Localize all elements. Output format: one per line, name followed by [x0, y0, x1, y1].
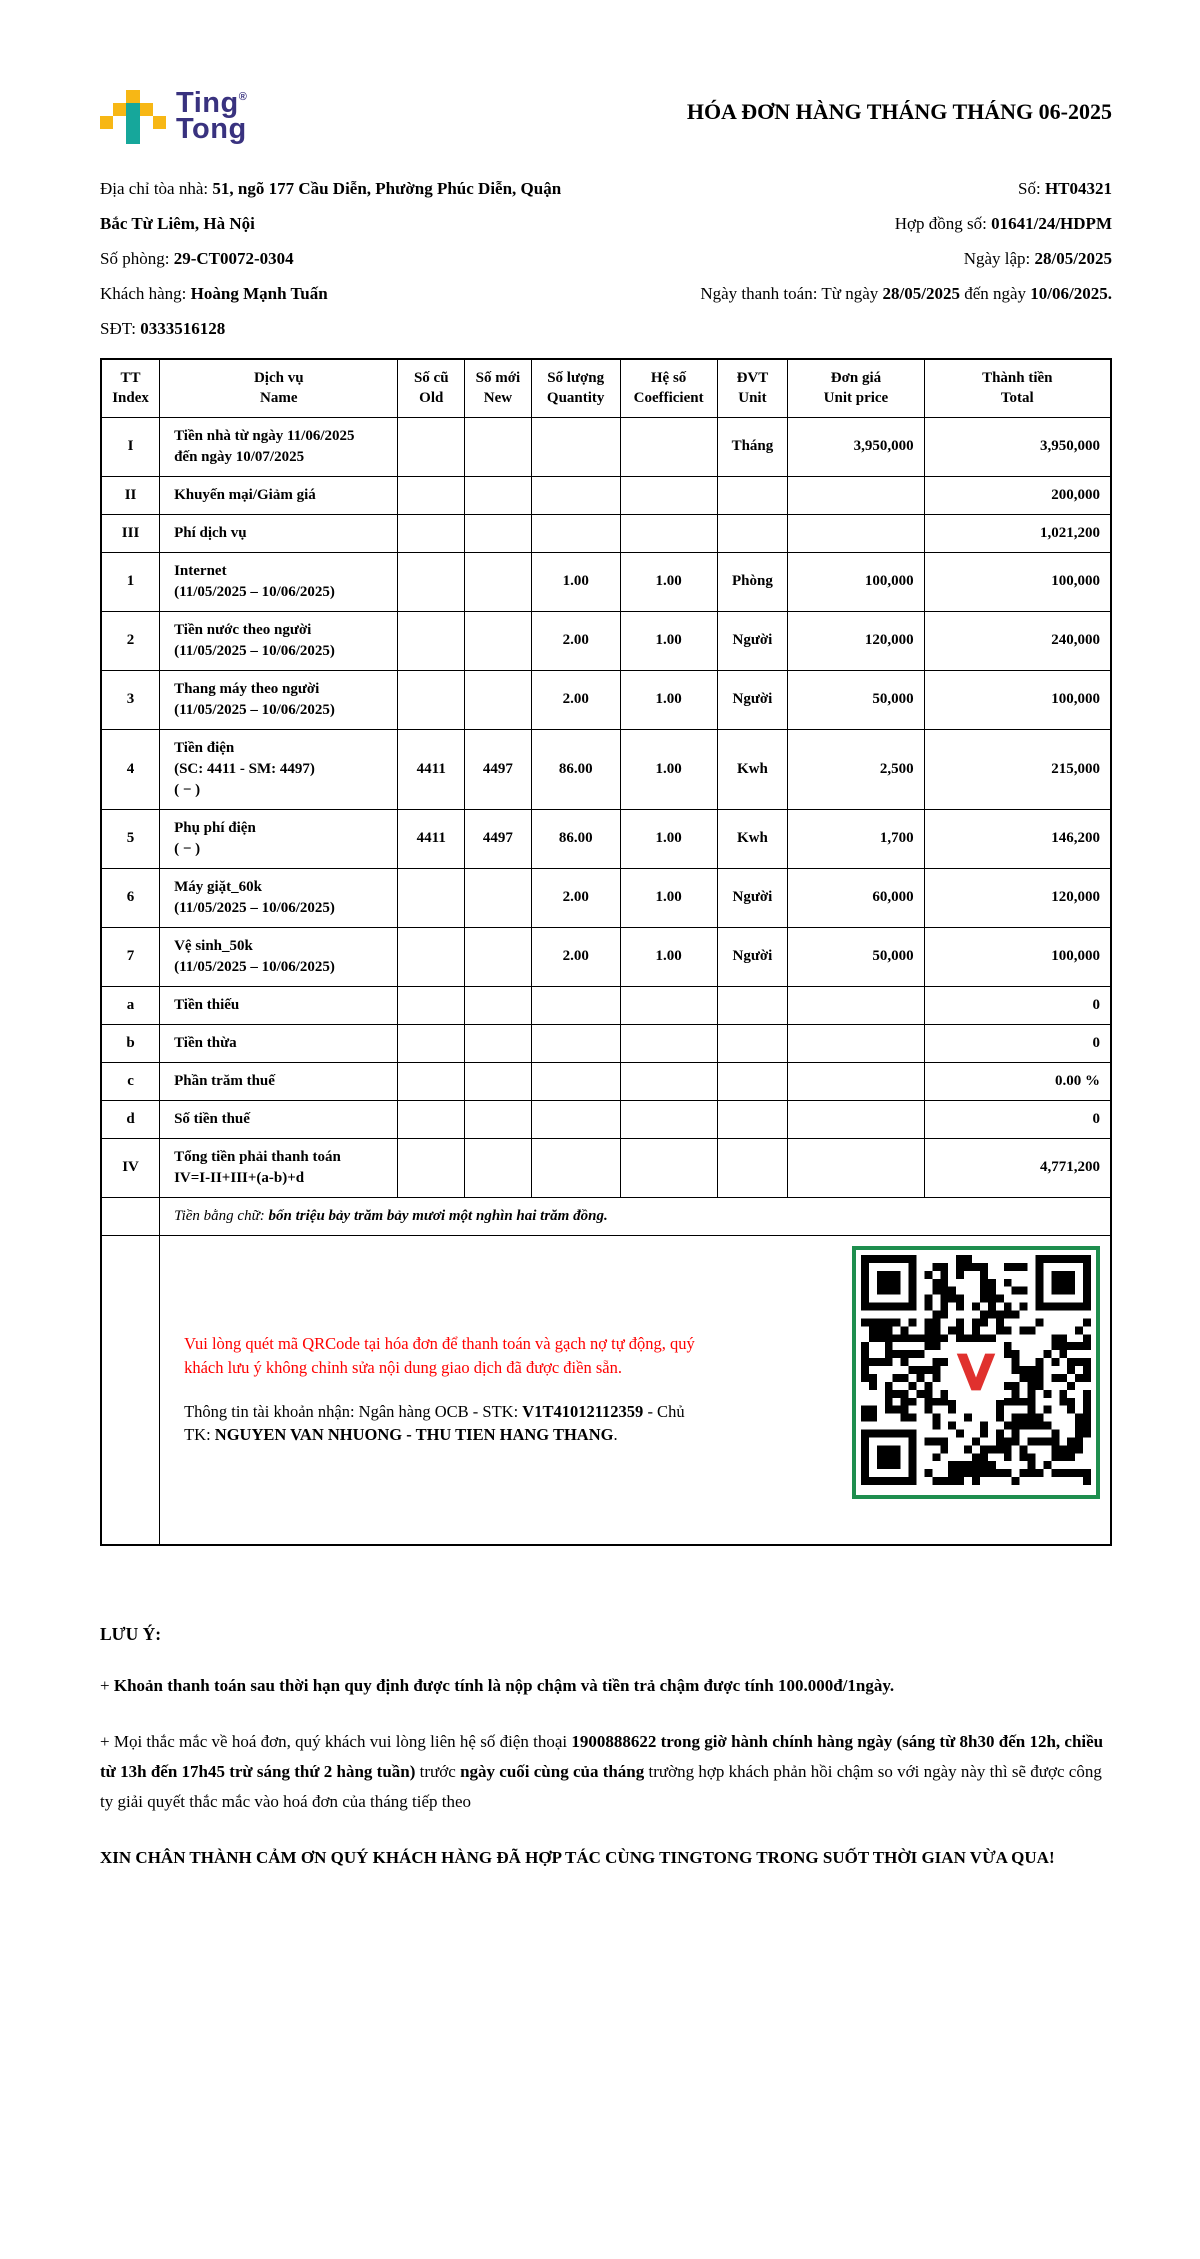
cell-coef — [620, 514, 717, 552]
cell-old — [398, 552, 465, 611]
column-header: Đơn giá Unit price — [788, 359, 924, 417]
cell-unit: Phòng — [717, 552, 788, 611]
table-row — [101, 1100, 1111, 1138]
cell-old — [398, 476, 465, 514]
cell-index: III — [101, 514, 160, 552]
cell-name: Tiền nhà từ ngày 11/06/2025 đến ngày 10/07/2025 — [160, 417, 398, 476]
cell-index: 1 — [101, 552, 160, 611]
cell-coef: 1.00 — [620, 809, 717, 868]
info-row — [100, 241, 1112, 276]
info-row — [100, 276, 1112, 311]
info-left-text: Địa chỉ tòa nhà: 51, ngõ 177 Cầu Diễn, Phường Phúc Diễn, Quận — [100, 179, 562, 198]
cell-old — [398, 1062, 465, 1100]
cell-coef: 1.00 — [620, 670, 717, 729]
cell-unit — [717, 1024, 788, 1062]
cell-total: 146,200 — [924, 809, 1111, 868]
cell-new — [465, 611, 532, 670]
cell-name: Thang máy theo người (11/05/2025 – 10/06/2025) — [160, 670, 398, 729]
tingtong-logo — [100, 87, 248, 145]
cell-new — [465, 986, 532, 1024]
cell-index: 5 — [101, 809, 160, 868]
column-header: Thành tiền Total — [924, 359, 1111, 417]
info-left-text: SĐT: 0333516128 — [100, 319, 226, 338]
invoice-table-body — [101, 417, 1111, 1197]
cell-index: 3 — [101, 670, 160, 729]
cell-new — [465, 1100, 532, 1138]
cell-new — [465, 514, 532, 552]
cell-name: Vệ sinh_50k (11/05/2025 – 10/06/2025) — [160, 927, 398, 986]
cell-unit — [717, 1062, 788, 1100]
cell-new — [465, 1062, 532, 1100]
cell-old — [398, 514, 465, 552]
cell-total: 0 — [924, 1100, 1111, 1138]
qr-center-logo-icon — [948, 1344, 1004, 1400]
table-row — [101, 729, 1111, 809]
cell-total: 240,000 — [924, 611, 1111, 670]
info-section — [100, 171, 1112, 346]
cell-qty: 2.00 — [531, 611, 620, 670]
cell-qty — [531, 476, 620, 514]
qr-row — [101, 1235, 1111, 1545]
cell-total: 4,771,200 — [924, 1138, 1111, 1197]
qr-code — [852, 1246, 1100, 1499]
cell-qty: 86.00 — [531, 809, 620, 868]
cell-old: 4411 — [398, 729, 465, 809]
cell-qty — [531, 1100, 620, 1138]
cell-name: Phụ phí điện ( − ) — [160, 809, 398, 868]
cell-coef — [620, 476, 717, 514]
cell-index: a — [101, 986, 160, 1024]
cell-coef: 1.00 — [620, 729, 717, 809]
table-row — [101, 1024, 1111, 1062]
cell-new — [465, 1024, 532, 1062]
cell-coef — [620, 1024, 717, 1062]
cell-name: Phần trăm thuế — [160, 1062, 398, 1100]
cell-price: 50,000 — [788, 670, 924, 729]
column-header: Số cũ Old — [398, 359, 465, 417]
qr-section — [160, 1235, 1111, 1545]
cell-price — [788, 476, 924, 514]
cell-qty: 1.00 — [531, 552, 620, 611]
amount-in-words: Tiền bằng chữ: bốn triệu bảy trăm bảy mươi một nghìn hai trăm đồng. — [160, 1197, 1111, 1235]
cell-total: 200,000 — [924, 476, 1111, 514]
cell-name: Phí dịch vụ — [160, 514, 398, 552]
cell-unit: Kwh — [717, 729, 788, 809]
cell-name: Tiền nước theo người (11/05/2025 – 10/06/2025) — [160, 611, 398, 670]
cell-name: Internet (11/05/2025 – 10/06/2025) — [160, 552, 398, 611]
cell-coef: 1.00 — [620, 552, 717, 611]
note-paragraph: + Khoản thanh toán sau thời hạn quy định được tính là nộp chậm và tiền trả chậm được tính 100.000đ/1ngày. — [100, 1675, 895, 1695]
account-info-text: Thông tin tài khoản nhận: Ngân hàng OCB - STK: V1T41012112359 - Chủ TK: NGUYEN VAN NHUONG - THU TIEN HANG THANG. — [184, 1401, 685, 1445]
cell-unit: Kwh — [717, 809, 788, 868]
cell-qty — [531, 986, 620, 1024]
cell-price: 100,000 — [788, 552, 924, 611]
cell-unit — [717, 514, 788, 552]
cell-unit — [717, 1100, 788, 1138]
info-right-text: Ngày lập: 28/05/2025 — [963, 249, 1112, 268]
cell-new: 4497 — [465, 809, 532, 868]
cell-total: 0 — [924, 986, 1111, 1024]
cell-old — [398, 927, 465, 986]
cell-total: 3,950,000 — [924, 417, 1111, 476]
cell-price: 50,000 — [788, 927, 924, 986]
cell-unit: Người — [717, 927, 788, 986]
cell-index: b — [101, 1024, 160, 1062]
info-left-text: Số phòng: 29-CT0072-0304 — [100, 249, 294, 268]
cell-price: 2,500 — [788, 729, 924, 809]
cell-qty — [531, 514, 620, 552]
cell-new — [465, 868, 532, 927]
cell-index: 7 — [101, 927, 160, 986]
cell-coef — [620, 1138, 717, 1197]
cell-name: Khuyến mại/Giảm giá — [160, 476, 398, 514]
notes-section — [100, 1624, 1112, 1873]
cell-unit: Tháng — [717, 417, 788, 476]
cell-index: IV — [101, 1138, 160, 1197]
wordmark-top: Ting — [176, 87, 239, 119]
cell-price — [788, 1138, 924, 1197]
cell-coef — [620, 986, 717, 1024]
cell-new — [465, 927, 532, 986]
cell-new: 4497 — [465, 729, 532, 809]
document-title: HÓA ĐƠN HÀNG THÁNG THÁNG 06-2025 — [686, 99, 1112, 124]
table-row — [101, 868, 1111, 927]
invoice-table — [100, 358, 1112, 1546]
cell-total: 1,021,200 — [924, 514, 1111, 552]
cell-name: Tổng tiền phải thanh toán IV=I-II+III+(a-b)+d — [160, 1138, 398, 1197]
cell-new — [465, 670, 532, 729]
cell-price — [788, 986, 924, 1024]
cell-index: d — [101, 1100, 160, 1138]
registered-mark: ® — [238, 91, 248, 103]
cell-old — [398, 1024, 465, 1062]
info-right-text: Số: HT04321 — [1018, 179, 1112, 198]
table-row — [101, 1138, 1111, 1197]
wordmark-bottom: Tong — [176, 113, 247, 145]
table-row — [101, 476, 1111, 514]
cell-new — [465, 417, 532, 476]
invoice-table-header-row — [101, 359, 1111, 417]
table-row — [101, 986, 1111, 1024]
cell-old: 4411 — [398, 809, 465, 868]
cell-unit: Người — [717, 868, 788, 927]
cell-old — [398, 868, 465, 927]
info-left-text: Khách hàng: Hoàng Mạnh Tuấn — [100, 284, 328, 303]
column-header: Số lượng Quantity — [531, 359, 620, 417]
cell-price — [788, 1024, 924, 1062]
cell-coef — [620, 1100, 717, 1138]
cell-index: c — [101, 1062, 160, 1100]
qr-note-text: Vui lòng quét mã QRCode tại hóa đơn để thanh toán và gạch nợ tự động, quý khách lưu ý không chỉnh sửa nội dung giao dịch đã được điền sẵn. — [184, 1333, 695, 1377]
payment-instructions — [170, 1332, 705, 1448]
cell-qty: 86.00 — [531, 729, 620, 809]
cell-total: 0 — [924, 1024, 1111, 1062]
page-header — [100, 87, 1112, 145]
cell-index: I — [101, 417, 160, 476]
amount-in-words-row — [101, 1197, 1111, 1235]
cell-total: 0.00 % — [924, 1062, 1111, 1100]
cell-price: 60,000 — [788, 868, 924, 927]
cell-old — [398, 986, 465, 1024]
table-row — [101, 809, 1111, 868]
column-header: TT Index — [101, 359, 160, 417]
cell-new — [465, 552, 532, 611]
info-right-text: Ngày thanh toán: Từ ngày 28/05/2025 đến ngày 10/06/2025. — [700, 284, 1112, 303]
notes-paragraphs — [100, 1671, 1112, 1873]
cell-empty — [101, 1197, 160, 1235]
note-paragraph: XIN CHÂN THÀNH CẢM ƠN QUÝ KHÁCH HÀNG ĐÃ HỢP TÁC CÙNG TINGTONG TRONG SUỐT THỜI GIAN VỪA QUA! — [100, 1847, 1055, 1867]
cell-unit: Người — [717, 611, 788, 670]
cell-unit — [717, 476, 788, 514]
cell-qty — [531, 1062, 620, 1100]
cell-old — [398, 611, 465, 670]
cell-qty: 2.00 — [531, 868, 620, 927]
cell-name: Tiền thiếu — [160, 986, 398, 1024]
info-row — [100, 206, 1112, 241]
cell-unit — [717, 1138, 788, 1197]
table-row — [101, 514, 1111, 552]
cell-coef — [620, 1062, 717, 1100]
column-header: Số mới New — [465, 359, 532, 417]
tingtong-logo-icon — [100, 90, 166, 145]
cell-price: 120,000 — [788, 611, 924, 670]
info-row — [100, 171, 1112, 206]
cell-price — [788, 1062, 924, 1100]
cell-price: 1,700 — [788, 809, 924, 868]
cell-unit: Người — [717, 670, 788, 729]
cell-total: 100,000 — [924, 927, 1111, 986]
table-row — [101, 611, 1111, 670]
table-row — [101, 417, 1111, 476]
table-row — [101, 552, 1111, 611]
cell-name: Tiền thừa — [160, 1024, 398, 1062]
cell-empty — [101, 1235, 160, 1545]
cell-unit — [717, 986, 788, 1024]
cell-qty — [531, 1024, 620, 1062]
cell-qty: 2.00 — [531, 670, 620, 729]
tingtong-wordmark — [176, 87, 248, 145]
cell-old — [398, 1138, 465, 1197]
table-row — [101, 927, 1111, 986]
cell-index: 2 — [101, 611, 160, 670]
cell-coef: 1.00 — [620, 927, 717, 986]
cell-old — [398, 670, 465, 729]
table-row — [101, 670, 1111, 729]
cell-coef: 1.00 — [620, 868, 717, 927]
cell-total: 100,000 — [924, 552, 1111, 611]
cell-name: Tiền điện (SC: 4411 - SM: 4497) ( − ) — [160, 729, 398, 809]
info-left-text: Bắc Từ Liêm, Hà Nội — [100, 214, 255, 233]
column-header: Dịch vụ Name — [160, 359, 398, 417]
cell-name: Số tiền thuế — [160, 1100, 398, 1138]
cell-qty — [531, 1138, 620, 1197]
cell-new — [465, 1138, 532, 1197]
cell-old — [398, 1100, 465, 1138]
cell-total: 120,000 — [924, 868, 1111, 927]
info-row — [100, 311, 1112, 346]
cell-qty — [531, 417, 620, 476]
cell-price: 3,950,000 — [788, 417, 924, 476]
cell-index: 4 — [101, 729, 160, 809]
page-content — [100, 0, 1112, 1873]
table-row — [101, 1062, 1111, 1100]
cell-total: 100,000 — [924, 670, 1111, 729]
cell-new — [465, 476, 532, 514]
cell-index: II — [101, 476, 160, 514]
notes-title: LƯU Ý: — [100, 1623, 162, 1644]
cell-total: 215,000 — [924, 729, 1111, 809]
info-right-text: Hợp đồng số: 01641/24/HDPM — [894, 214, 1112, 233]
cell-old — [398, 417, 465, 476]
cell-index: 6 — [101, 868, 160, 927]
note-paragraph: + Mọi thắc mắc về hoá đơn, quý khách vui lòng liên hệ số điện thoại 1900888622 trong giờ hành chính hàng ngày (sáng từ 8h30 đến 12h, chiều từ 13h đến 17h45 trừ sáng thứ 2 hàng tuần) trước ngày cuối cùng của tháng trường hợp khách phản hồi chậm so với ngày này thì sẽ được công ty giải quyết thắc mắc vào hoá đơn của tháng tiếp theo — [100, 1731, 1104, 1811]
cell-qty: 2.00 — [531, 927, 620, 986]
column-header: Hệ số Coefficient — [620, 359, 717, 417]
cell-price — [788, 514, 924, 552]
column-header: ĐVT Unit — [717, 359, 788, 417]
cell-coef: 1.00 — [620, 611, 717, 670]
cell-price — [788, 1100, 924, 1138]
cell-name: Máy giặt_60k (11/05/2025 – 10/06/2025) — [160, 868, 398, 927]
cell-coef — [620, 417, 717, 476]
